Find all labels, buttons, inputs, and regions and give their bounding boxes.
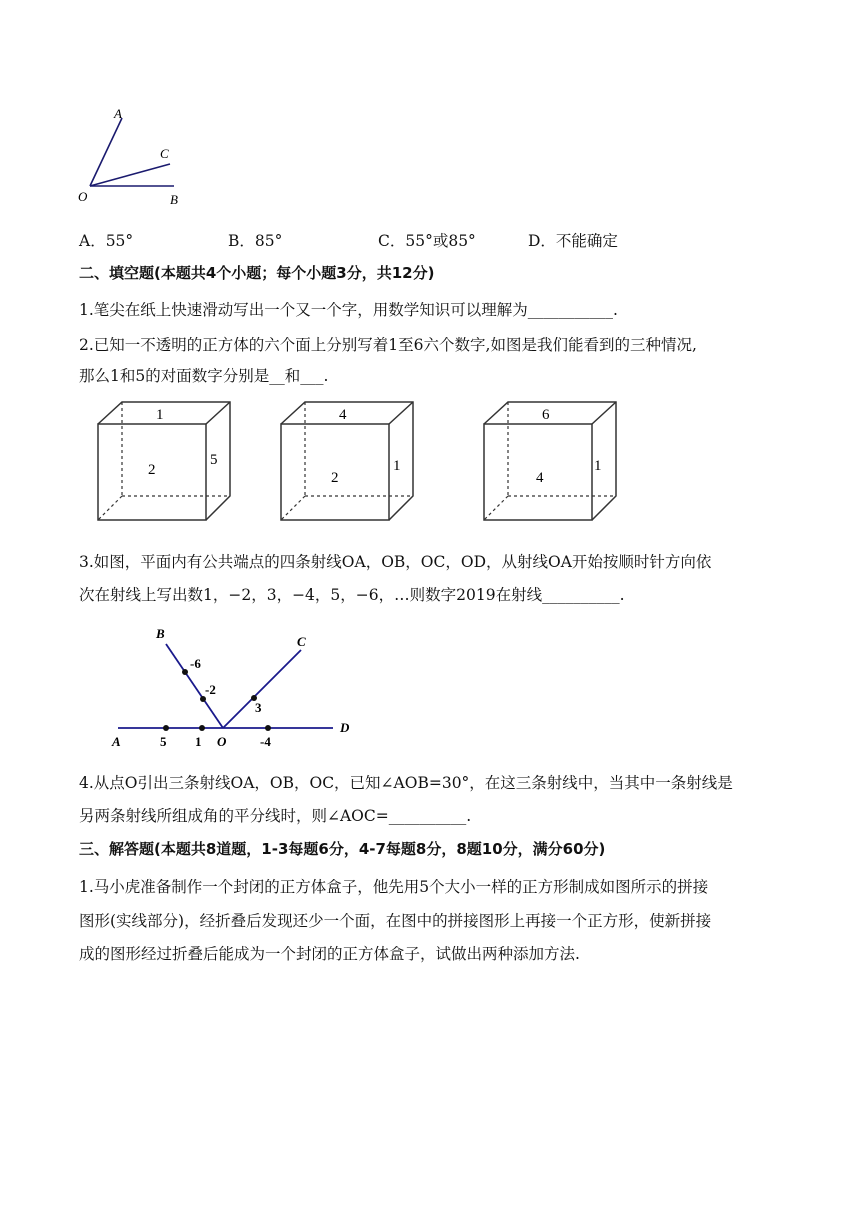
- s2-q4-line1: 4.从点O引出三条射线OA，OB，OC，已知∠AOB=30°，在这三条射线中，当其中一条射线是: [79, 774, 733, 792]
- cube3-side: 1: [594, 458, 602, 474]
- cube-2: [279, 400, 419, 524]
- num-neg4: -4: [260, 734, 271, 749]
- label-o: O: [78, 189, 88, 204]
- s2-q1: 1.笔尖在纸上快速滑动写出一个又一个字，用数学知识可以理解为___________.: [79, 301, 618, 319]
- point-neg6: [182, 669, 188, 675]
- section2-heading: 二、填空题(本题共4个小题；每个小题3分，共12分): [79, 264, 435, 282]
- s2-q3-line2: 次在射线上写出数1，−2，3，−4，5，−6，…则数字2019在射线__________.: [79, 586, 625, 604]
- num-5: 5: [160, 734, 167, 749]
- cube3-top: 6: [542, 407, 550, 423]
- cube3-front: 4: [536, 470, 544, 486]
- s2-q3-line1: 3.如图，平面内有公共端点的四条射线OA，OB，OC，OD，从射线OA开始按顺时针方向依: [79, 553, 712, 571]
- cube1-side: 5: [210, 452, 218, 468]
- ray-label-a: A: [112, 734, 121, 749]
- point-5: [163, 725, 169, 731]
- s3-q1-line2: 图形(实线部分)，经折叠后发现还少一个面，在图中的拼接图形上再接一个正方形，使新拼接: [79, 912, 712, 930]
- option-d[interactable]: D．不能确定: [528, 232, 618, 250]
- option-b[interactable]: B．85°: [228, 232, 283, 250]
- cube-3: [482, 400, 622, 524]
- label-b: B: [170, 192, 178, 207]
- cube1-front: 2: [148, 462, 156, 478]
- cube2-top: 4: [339, 407, 347, 423]
- option-c[interactable]: C．55°或85°: [378, 232, 476, 250]
- num-3: 3: [255, 700, 262, 715]
- s2-q2-line1: 2.已知一不透明的正方体的六个面上分别写着1至6六个数字,如图是我们能看到的三种情况,: [79, 336, 697, 354]
- s2-q2-line2: 那么1和5的对面数字分别是__和___.: [79, 367, 329, 385]
- label-a: A: [114, 106, 122, 121]
- ray-label-c: C: [297, 634, 306, 649]
- num-neg6: -6: [190, 656, 201, 671]
- angle-figure: [70, 100, 200, 210]
- point-1: [199, 725, 205, 731]
- label-c: C: [160, 146, 169, 161]
- cube1-top: 1: [156, 407, 164, 423]
- ray-oa: [90, 118, 122, 186]
- point-neg4: [265, 725, 271, 731]
- num-1: 1: [195, 734, 202, 749]
- s3-q1-line1: 1.马小虎准备制作一个封闭的正方体盒子，他先用5个大小一样的正方形制成如图所示的拼接: [79, 878, 709, 896]
- s3-q1-line3: 成的图形经过折叠后能成为一个封闭的正方体盒子，试做出两种添加方法.: [79, 945, 580, 963]
- cube-1: [96, 400, 236, 524]
- ray-label-d: D: [340, 720, 350, 735]
- num-neg2: -2: [205, 682, 216, 697]
- cube2-side: 1: [393, 458, 401, 474]
- option-a[interactable]: A．55°: [79, 232, 134, 250]
- ray-oc: [90, 164, 170, 186]
- cube2-front: 2: [331, 470, 339, 486]
- ray-label-b: B: [156, 626, 165, 641]
- ray-label-o: O: [217, 734, 227, 749]
- s2-q4-line2: 另两条射线所组成角的平分线时，则∠AOC=__________.: [79, 807, 472, 825]
- section3-heading: 三、解答题(本题共8道题，1-3每题6分，4-7每题8分，8题10分，满分60分): [79, 840, 606, 858]
- ray-figure: [108, 620, 368, 752]
